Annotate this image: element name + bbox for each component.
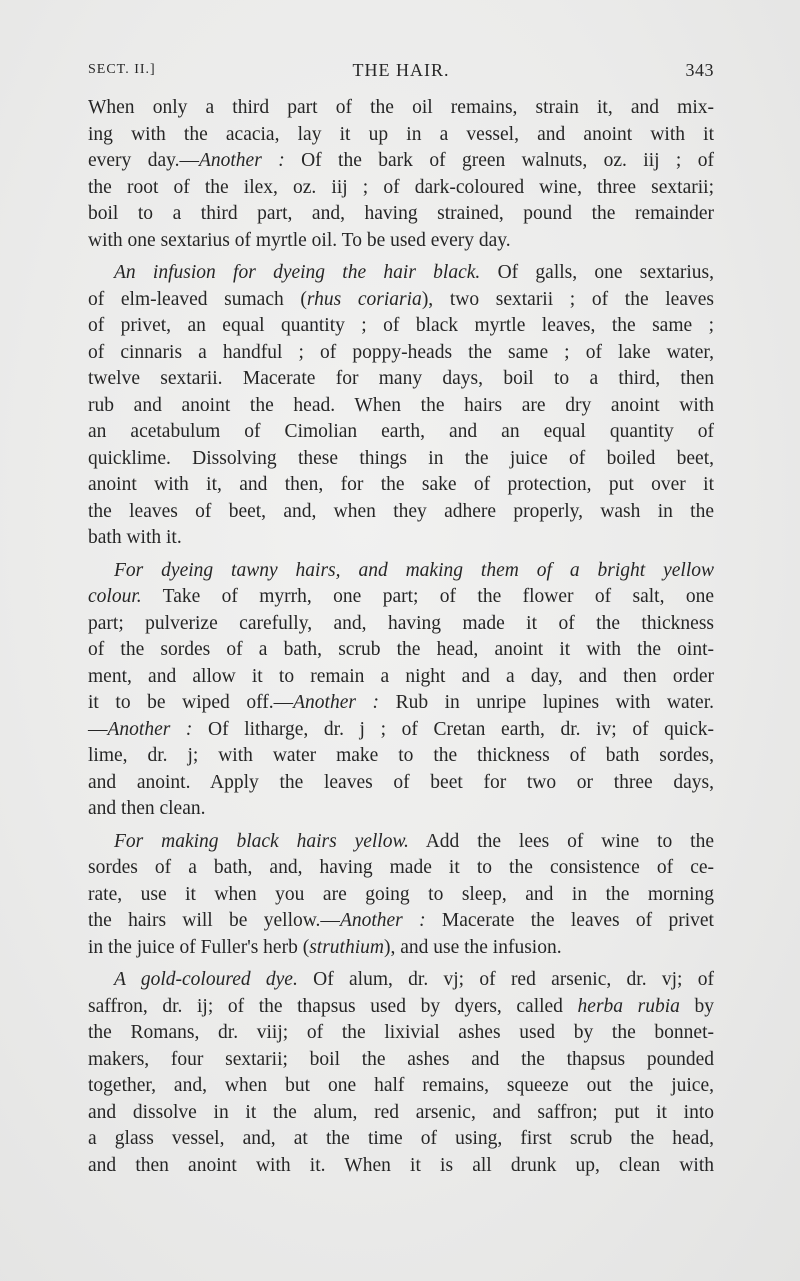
text-run: When only a third part of the oil remains, strain it, and mix- (88, 97, 714, 118)
text-run: of cinnaris a handful ; of poppy-heads the same ; of lake water, (88, 341, 714, 363)
text-line (88, 796, 714, 823)
text-run: every day.— (88, 150, 199, 171)
italic-text: rhus coriaria (306, 288, 422, 310)
text-run: Macerate the leaves of privet (425, 910, 714, 931)
text-run: and anoint. Apply the leaves of beet for two or three days, (88, 771, 714, 793)
text-line (88, 287, 714, 314)
text-run: the hairs will be yellow.— (88, 910, 340, 931)
text-line (88, 882, 714, 909)
body-text (88, 95, 714, 1179)
text-run: part; pulverize carefully, and, having made it of the thickness (88, 612, 714, 634)
text-run: it to be wiped off.— (88, 692, 294, 713)
italic-text: Another : (107, 718, 193, 740)
text-run: ment, and allow it to remain a night and a day, and then order (88, 665, 714, 687)
text-run: of elm-leaved sumach ( (88, 288, 307, 310)
text-line (88, 1073, 714, 1100)
italic-text: Another : (198, 150, 285, 171)
text-run: Of the bark of green walnuts, oz. iij ; of (284, 150, 714, 171)
text-line (88, 855, 714, 882)
italic-text: A gold-coloured dye. (114, 969, 298, 990)
text-run: Take of myrrh, one part; of the flower of salt, one (141, 586, 714, 607)
text-run: together, and, when but one half remains, squeeze out the juice, (88, 1075, 714, 1096)
page-number: 343 (685, 60, 714, 80)
text-run: ing with the acacia, lay it up in a vessel, and anoint with it (88, 123, 714, 145)
text-run: lime, dr. j; with water make to the thickness of bath sordes, (88, 745, 714, 766)
italic-text: Another : (293, 692, 379, 713)
text-line (88, 446, 714, 473)
text-line (88, 584, 714, 611)
text-line (88, 201, 714, 228)
section-label: SECT. II.] (88, 62, 156, 77)
text-run: Of galls, one sextarius, (480, 262, 714, 283)
text-line (88, 717, 714, 744)
text-line (88, 743, 714, 770)
text-run: twelve sextarii. Macerate for many days, boil to a third, then (88, 368, 714, 389)
text-run: and then anoint with it. When it is all drunk up, clean with (88, 1154, 714, 1176)
text-run: saffron, dr. ij; of the thapsus used by dyers, called (88, 995, 578, 1017)
text-run: Of litharge, dr. j ; of Cretan earth, dr. iv; of quick- (192, 718, 714, 740)
text-run: a glass vessel, and, at the time of using, first scrub the head, (88, 1128, 714, 1149)
italic-text: struthium (309, 936, 384, 958)
running-header (88, 60, 714, 84)
text-run: ), two sextarii ; of the leaves (421, 288, 714, 310)
text-run: Of alum, dr. vj; of red arsenic, dr. vj; of (297, 969, 714, 990)
text-run: quicklime. Dissolving these things in the juice of boiled beet, (88, 447, 714, 469)
text-run: ), and use the infusion. (383, 936, 562, 958)
text-line (88, 122, 714, 149)
text-line (88, 1100, 714, 1127)
text-line (88, 1047, 714, 1074)
paragraph (88, 95, 714, 254)
text-line (88, 366, 714, 393)
text-line (88, 637, 714, 664)
text-run: by (679, 995, 715, 1017)
text-run: makers, four sextarii; boil the ashes and the thapsus pounded (88, 1048, 714, 1070)
text-run: rate, use it when you are going to sleep, and in the morning (88, 883, 714, 905)
text-line (88, 472, 714, 499)
text-run: boil to a third part, and, having strained, pound the remainder (88, 203, 714, 224)
chapter-title: THE HAIR. (352, 60, 450, 80)
text-run: of the sordes of a bath, scrub the head, anoint it with the oint- (88, 639, 714, 660)
italic-text: For making black hairs yellow. (114, 830, 409, 852)
text-line (88, 525, 714, 552)
text-run: the Romans, dr. viij; of the lixivial ashes used by the bonnet- (88, 1022, 714, 1043)
text-run: anoint with it, and then, for the sake of protection, put over it (88, 474, 714, 495)
text-run: and dissolve in it the alum, red arsenic, and saffron; put it into (88, 1101, 714, 1123)
paragraph (88, 260, 714, 552)
italic-text: For dyeing tawny hairs, and making them of a bright yellow (114, 559, 714, 581)
text-line (88, 994, 714, 1021)
text-line (88, 1020, 714, 1047)
text-run: an acetabulum of Cimolian earth, and an equal quantity of (88, 421, 714, 442)
text-line (88, 340, 714, 367)
text-run: sordes of a bath, and, having made it to the consistence of ce- (88, 857, 714, 878)
italic-text: Another : (339, 910, 426, 931)
text-line (88, 558, 714, 585)
paragraph (88, 558, 714, 823)
paragraph (88, 967, 714, 1179)
text-run: rub and anoint the head. When the hairs are dry anoint with (88, 394, 714, 416)
text-run: and then clean. (88, 798, 206, 819)
text-line (88, 908, 714, 935)
text-run: Add the lees of wine to the (408, 830, 714, 852)
text-line (88, 1126, 714, 1153)
text-run: with one sextarius of myrtle oil. To be used every day. (88, 229, 511, 251)
text-run: — (88, 718, 108, 740)
text-run: of privet, an equal quantity ; of black myrtle leaves, the same ; (88, 315, 714, 336)
text-line (88, 95, 714, 122)
text-run: bath with it. (88, 527, 182, 548)
text-line (88, 499, 714, 526)
text-line (88, 419, 714, 446)
italic-text: An infusion for dyeing the hair black. (114, 262, 481, 283)
paragraph (88, 829, 714, 962)
italic-text: colour. (88, 586, 142, 607)
text-line (88, 260, 714, 287)
text-line (88, 313, 714, 340)
text-line (88, 611, 714, 638)
text-line (88, 175, 714, 202)
text-line (88, 829, 714, 856)
text-line (88, 935, 714, 962)
text-line (88, 1153, 714, 1180)
italic-text: herba rubia (577, 995, 680, 1017)
text-line (88, 228, 714, 255)
text-line (88, 690, 714, 717)
text-line (88, 770, 714, 797)
text-run: Rub in unripe lupines with water. (379, 692, 714, 713)
text-run: the leaves of beet, and, when they adhere properly, wash in the (88, 500, 714, 522)
text-line (88, 664, 714, 691)
text-line (88, 393, 714, 420)
text-run: the root of the ilex, oz. iij ; of dark-coloured wine, three sextarii; (88, 176, 714, 198)
text-line (88, 148, 714, 175)
text-line (88, 967, 714, 994)
text-run: in the juice of Fuller's herb ( (88, 936, 310, 958)
